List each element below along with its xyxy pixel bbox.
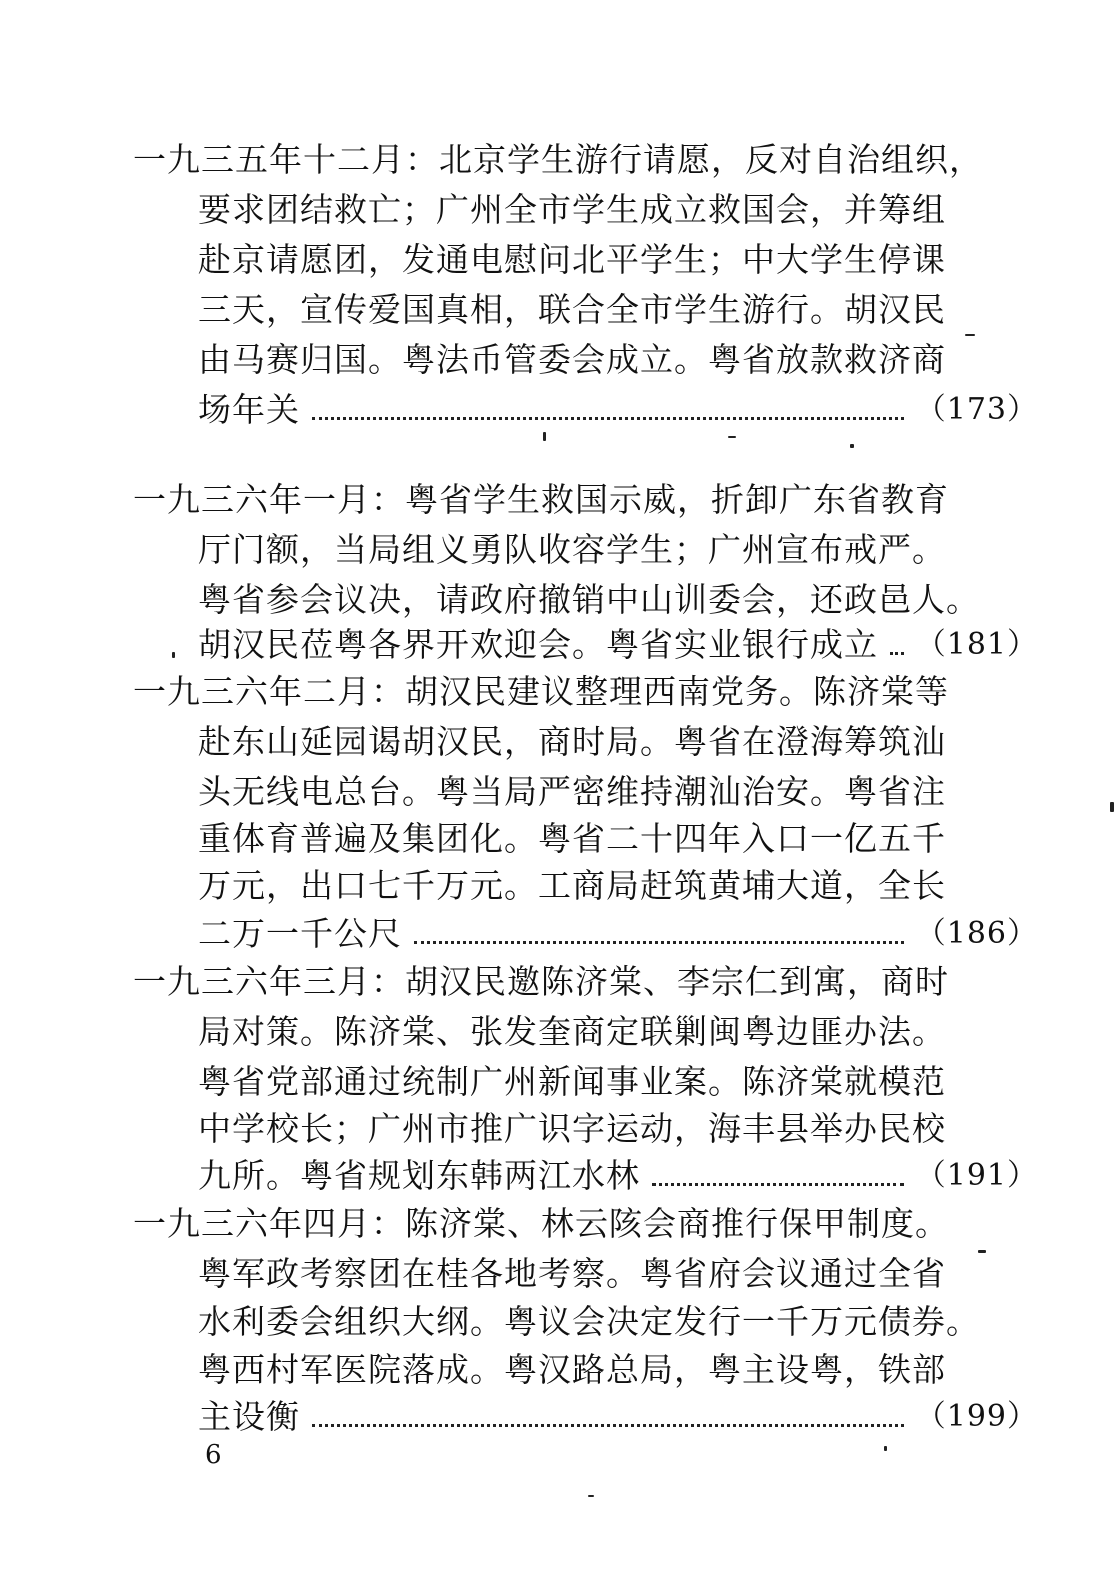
entry-text-line: 粤西村军医院落成。粤汉路总局，粤主设粤，铁部 [198, 1350, 946, 1389]
entry-text-line: 粤军政考察团在桂各地考察。粤省府会议通过全省 [198, 1254, 946, 1293]
entry-text-line: 赴京请愿团，发通电慰问北平学生；中大学生停课 [198, 240, 946, 279]
entry-leader-line [198, 1397, 1038, 1437]
entry-last-text: 主设衡 [198, 1397, 300, 1436]
entry-text-line: 赴东山延园谒胡汉民，商时局。粤省在澄海筹筑汕 [198, 722, 946, 761]
entry-last-text: 胡汉民莅粤各界开欢迎会。粤省实业银行成立 [198, 625, 878, 664]
entry-heading-line: 一九三六年四月：陈济棠、林云陔会商推行保甲制度。 [133, 1204, 949, 1243]
entry-text-line: 由马赛归国。粤法币管委会成立。粤省放款救济商 [198, 340, 946, 379]
scan-speck [850, 444, 854, 448]
page-reference: （181） [915, 627, 1038, 662]
page-reference: （173） [915, 392, 1038, 427]
page-number: 6 [205, 1440, 222, 1470]
dot-leader [652, 1179, 904, 1186]
scan-speck [884, 1446, 887, 1451]
entry-text-line: 中学校长；广州市推广识字运动，海丰县举办民校 [198, 1109, 946, 1148]
entry-text-line: 要求团结救亡；广州全市学生成立救国会，并筹组 [198, 190, 946, 229]
entry-last-text: 二万一千公尺 [198, 914, 402, 953]
entry-heading-line: 一九三六年三月：胡汉民邀陈济棠、李宗仁到寓，商时 [133, 962, 949, 1001]
dot-leader [312, 413, 904, 420]
entry-text-line: 重体育普遍及集团化。粤省二十四年入口一亿五千 [198, 819, 946, 858]
scan-speck [965, 334, 975, 336]
page-reference: （191） [915, 1158, 1038, 1193]
entry-leader-line [198, 914, 1038, 954]
scan-speck [728, 436, 736, 438]
scan-speck [978, 1250, 986, 1253]
page-reference: （186） [915, 916, 1038, 951]
dot-leader [312, 1420, 904, 1427]
dot-leader [414, 937, 904, 944]
entry-heading-line: 一九三五年十二月：北京学生游行请愿，反对自治组织， [133, 140, 983, 179]
entry-leader-line [198, 1156, 1038, 1196]
entry-text-line: 万元，出口七千万元。工商局赶筑黄埔大道，全长 [198, 866, 946, 905]
scan-speck [1110, 802, 1114, 812]
page-reference: （199） [915, 1399, 1038, 1434]
scan-speck [543, 432, 546, 441]
entry-leader-line [198, 625, 1038, 665]
entry-last-text: 九所。粤省规划东韩两江水林 [198, 1156, 640, 1195]
entry-text-line: 三天，宣传爱国真相，联合全市学生游行。胡汉民 [198, 290, 946, 329]
scan-speck [588, 1495, 594, 1497]
entry-text-line: 粤省党部通过统制广州新闻事业案。陈济棠就模范 [198, 1062, 946, 1101]
scan-speck [172, 652, 175, 658]
entry-heading-line: 一九三六年二月：胡汉民建议整理西南党务。陈济棠等 [133, 672, 949, 711]
entry-leader-line [198, 390, 1038, 430]
entry-text-line: 头无线电总台。粤当局严密维持潮汕治安。粤省注 [198, 772, 946, 811]
dot-leader [890, 648, 904, 655]
entry-text-line: 水利委会组织大纲。粤议会决定发行一千万元债券。 [198, 1302, 980, 1341]
entry-text-line: 粤省参会议决，请政府撤销中山训委会，还政邑人。 [198, 580, 980, 619]
entry-text-line: 局对策。陈济棠、张发奎商定联剿闽粤边匪办法。 [198, 1012, 946, 1051]
entry-heading-line: 一九三六年一月：粤省学生救国示威，折卸广东省教育 [133, 480, 949, 519]
entry-last-text: 场年关 [198, 390, 300, 429]
entry-text-line: 厅门额，当局组义勇队收容学生；广州宣布戒严。 [198, 530, 946, 569]
